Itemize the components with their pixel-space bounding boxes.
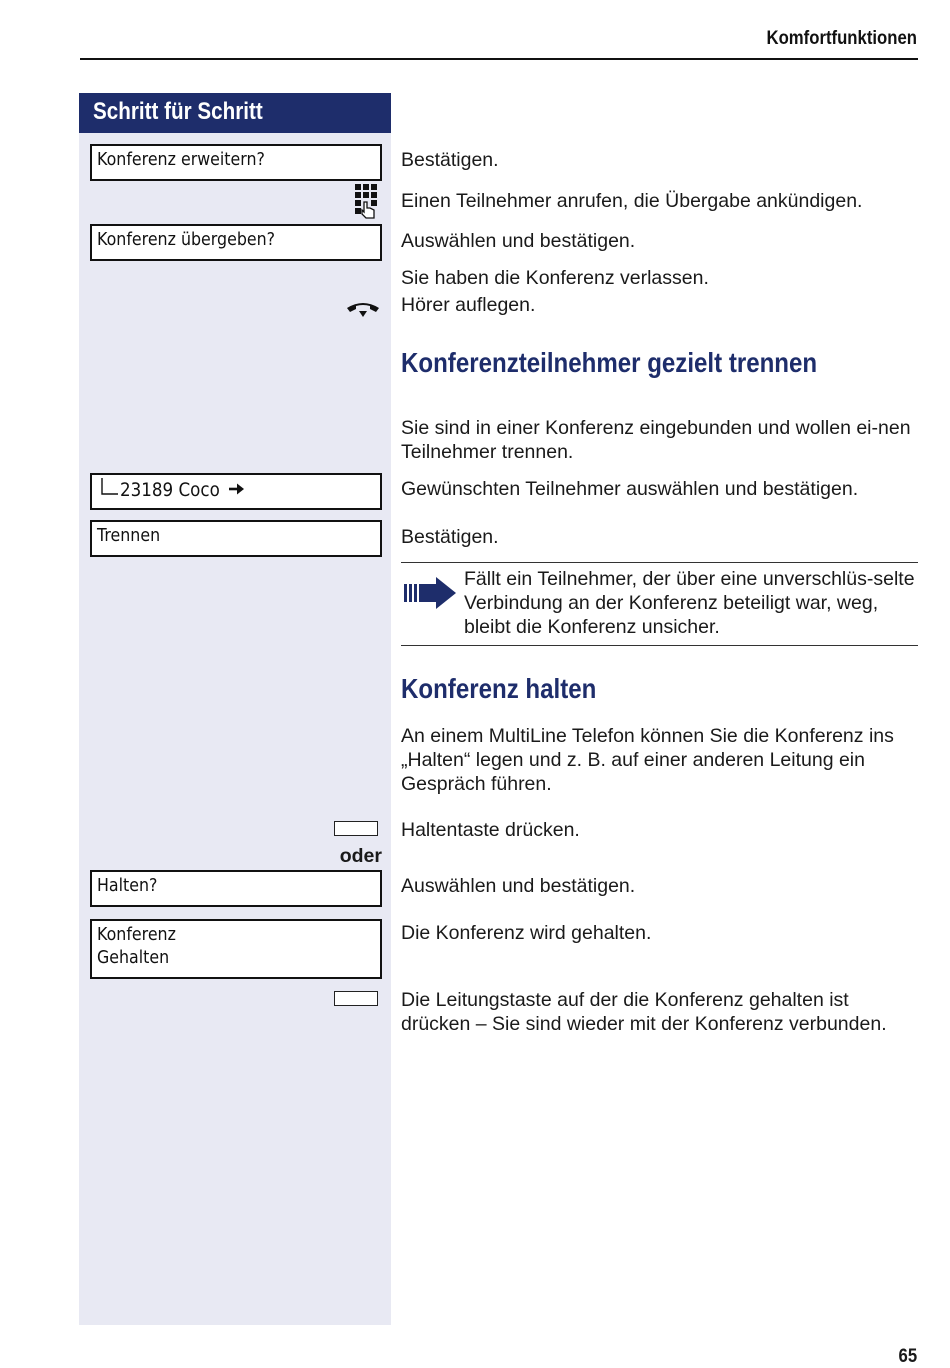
step-haltentaste: Haltentaste drücken. bbox=[401, 819, 580, 841]
function-key-icon bbox=[334, 821, 378, 836]
heading-trennen: Konferenzteilnehmer gezielt trennen bbox=[401, 347, 818, 378]
text-halten-intro: An einem MultiLine Telefon können Sie die Konferenz ins „Halten“ legen und z. B. auf einer anderen Leitung ein Gespräch führen. bbox=[401, 725, 894, 795]
display-konferenz-gehalten[interactable]: Konferenz Gehalten bbox=[90, 919, 382, 979]
step-gehalten: Die Konferenz wird gehalten. bbox=[401, 922, 652, 944]
display-konferenz-uebergeben[interactable]: Konferenz übergeben? bbox=[90, 224, 382, 261]
sidebar bbox=[79, 93, 391, 1325]
step-bestaetigen-2: Bestätigen. bbox=[401, 526, 499, 548]
page-number: 65 bbox=[898, 1346, 917, 1367]
step-auswaehlen-2: Auswählen und bestätigen. bbox=[401, 875, 636, 897]
step-teilnehmer-anrufen: Einen Teilnehmer anrufen, die Übergabe ankündigen. bbox=[401, 190, 863, 212]
step-leitungstaste: Die Leitungstaste auf der die Konferenz gehalten ist drücken – Sie sind wieder mit der Konferenz verbunden. bbox=[401, 989, 887, 1035]
sidebar-title: Schritt für Schritt bbox=[79, 93, 391, 133]
note-arrow-icon bbox=[404, 576, 458, 610]
oder-label: oder bbox=[339, 845, 382, 867]
step-teilnehmer-auswaehlen: Gewünschten Teilnehmer auswählen und bestätigen. bbox=[401, 478, 859, 500]
display-teilnehmer-entry[interactable]: 23189 Coco bbox=[90, 473, 382, 510]
step-hoerer-auflegen: Hörer auflegen. bbox=[401, 294, 536, 316]
line-key-icon bbox=[334, 991, 378, 1006]
text-trennen-intro: Sie sind in einer Konferenz eingebunden und wollen ei-nen Teilnehmer trennen. bbox=[401, 417, 911, 463]
keypad-icon bbox=[352, 183, 380, 219]
display-konferenz-erweitern[interactable]: Konferenz erweitern? bbox=[90, 144, 382, 181]
note-text: Fällt ein Teilnehmer, der über eine unverschlüs-selte Verbindung an der Konferenz beteiligt war, weg, bleibt die Konferenz unsicher. bbox=[464, 568, 915, 638]
display-trennen[interactable]: Trennen bbox=[90, 520, 382, 557]
header-title: Komfortfunktionen bbox=[766, 28, 917, 49]
step-bestaetigen-1: Bestätigen. bbox=[401, 149, 499, 171]
note-rule-bottom bbox=[401, 645, 918, 646]
step-auswaehlen-1: Auswählen und bestätigen. bbox=[401, 230, 636, 252]
heading-halten: Konferenz halten bbox=[401, 673, 597, 704]
handset-hangup-icon bbox=[345, 301, 381, 319]
note-rule-top bbox=[401, 562, 918, 563]
submenu-corner-icon bbox=[96, 477, 120, 499]
arrow-right-icon bbox=[227, 481, 247, 497]
header-rule bbox=[80, 58, 918, 60]
step-verlassen: Sie haben die Konferenz verlassen. bbox=[401, 267, 709, 289]
display-halten[interactable]: Halten? bbox=[90, 870, 382, 907]
